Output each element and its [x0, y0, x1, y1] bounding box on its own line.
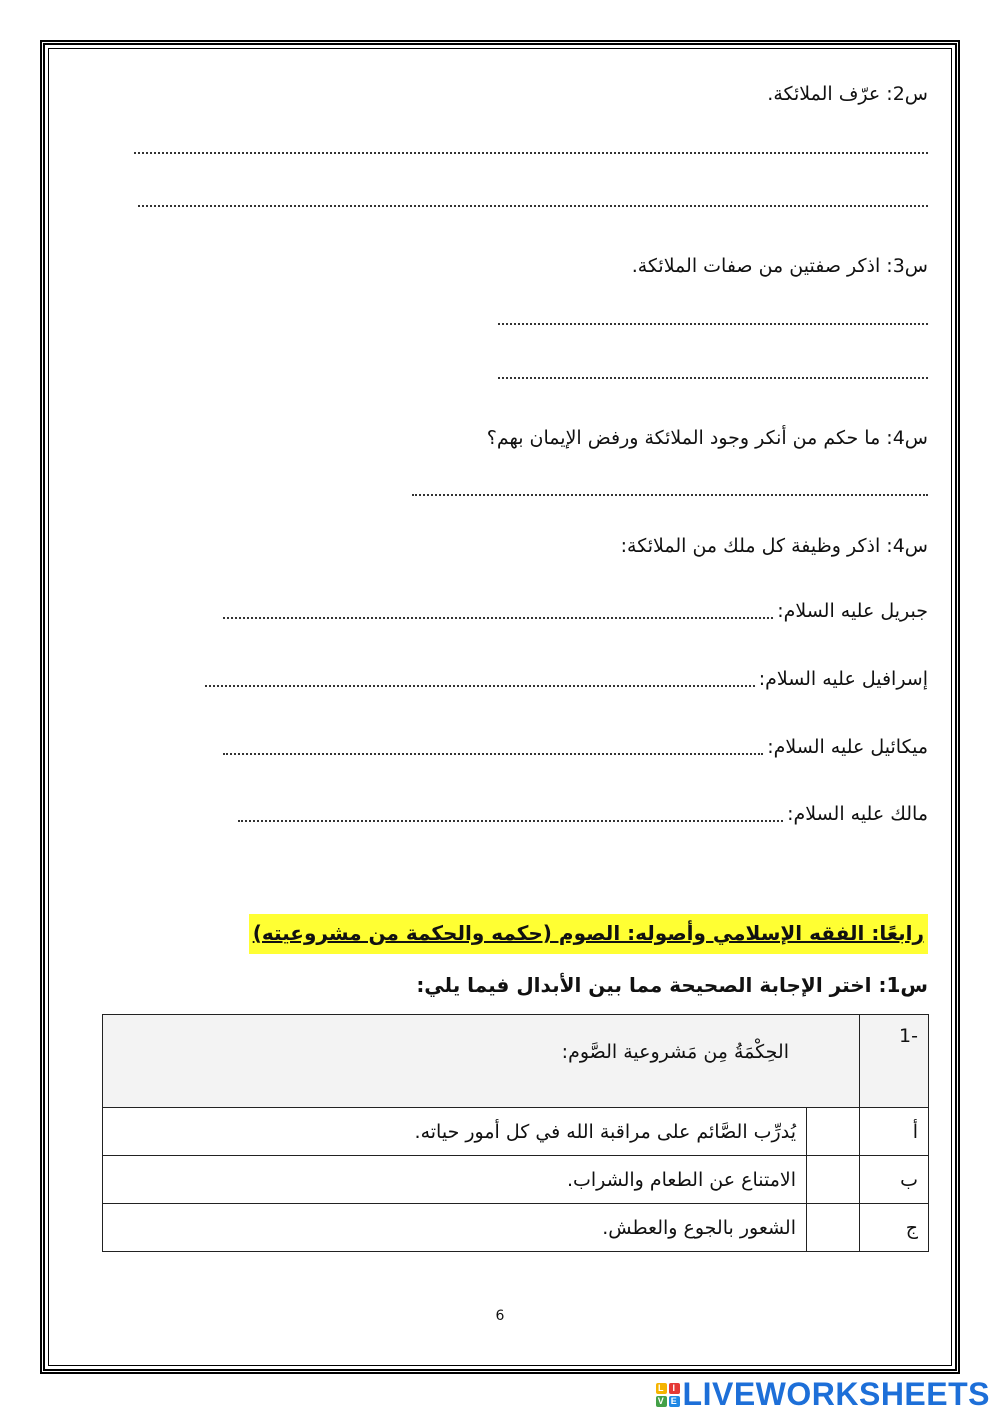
page-number: 6	[495, 1308, 505, 1324]
option-letter: ب	[860, 1156, 929, 1204]
mcq-option-row[interactable]	[103, 1204, 929, 1252]
angel-label: ميكائيل عليه السلام:	[767, 736, 928, 758]
mcq-instruction: س1: اختر الإجابة الصحيحة مما بين الأبدال فيما يلي:	[416, 973, 928, 997]
angel-label: مالك عليه السلام:	[787, 803, 928, 825]
option-letter: أ	[860, 1108, 929, 1156]
logo-square-icon: L	[656, 1383, 667, 1394]
option-text: الشعور بالجوع والعطش.	[103, 1204, 807, 1252]
option-select-box[interactable]	[807, 1204, 860, 1252]
angel-row-jibril	[223, 597, 928, 625]
mcq-stem: الحِكْمَةُ مِن مَشروعية الصَّوم:	[561, 1041, 789, 1063]
logo-square-icon: E	[669, 1396, 680, 1407]
angel-answer-field[interactable]	[223, 753, 763, 755]
angel-answer-field[interactable]	[205, 685, 755, 687]
liveworksheets-logo[interactable]	[656, 1376, 990, 1413]
answer-line-q4-ruling[interactable]	[412, 494, 928, 496]
mcq-table	[102, 1014, 929, 1252]
angel-answer-field[interactable]	[223, 617, 773, 619]
answer-line-q3-2[interactable]	[498, 377, 928, 379]
brand-name: LIVEWORKSHEETS	[682, 1376, 990, 1412]
question-4-duties: س4: اذكر وظيفة كل ملك من الملائكة:	[620, 535, 928, 557]
angel-label: إسرافيل عليه السلام:	[758, 668, 928, 690]
logo-square-icon: I	[669, 1383, 680, 1394]
mcq-option-row[interactable]	[103, 1156, 929, 1204]
question-4-ruling: س4: ما حكم من أنكر وجود الملائكة ورفض الإيمان بهم؟	[486, 427, 928, 449]
option-select-box[interactable]	[807, 1156, 860, 1204]
question-2: س2: عرّف الملائكة.	[767, 83, 928, 105]
mcq-stem-row	[103, 1015, 929, 1108]
option-letter: ج	[860, 1204, 929, 1252]
answer-line-q2-1[interactable]	[134, 152, 928, 154]
section-title: رابعًا: الفقه الإسلامي وأصوله: الصوم (حكمه والحكمة من مشروعيته)	[249, 914, 928, 954]
answer-line-q3-1[interactable]	[498, 323, 928, 325]
option-text: يُدرِّب الصَّائم على مراقبة الله في كل أمور حياته.	[103, 1108, 807, 1156]
angel-row-mikail	[223, 733, 928, 761]
answer-line-q2-2[interactable]	[138, 205, 928, 207]
angel-label: جبريل عليه السلام:	[777, 600, 928, 622]
brand-logo-icon	[656, 1383, 680, 1407]
angel-row-israfil	[205, 665, 928, 693]
mcq-number	[860, 1015, 929, 1108]
angel-row-malik	[238, 800, 928, 828]
option-text: الامتناع عن الطعام والشراب.	[103, 1156, 807, 1204]
question-3: س3: اذكر صفتين من صفات الملائكة.	[631, 255, 928, 277]
angel-answer-field[interactable]	[238, 820, 783, 822]
option-select-box[interactable]	[807, 1108, 860, 1156]
mcq-option-row[interactable]	[103, 1108, 929, 1156]
logo-square-icon: V	[656, 1396, 667, 1407]
mcq-stem-cell	[103, 1015, 860, 1108]
mcq-number-text: -1	[899, 1025, 918, 1047]
